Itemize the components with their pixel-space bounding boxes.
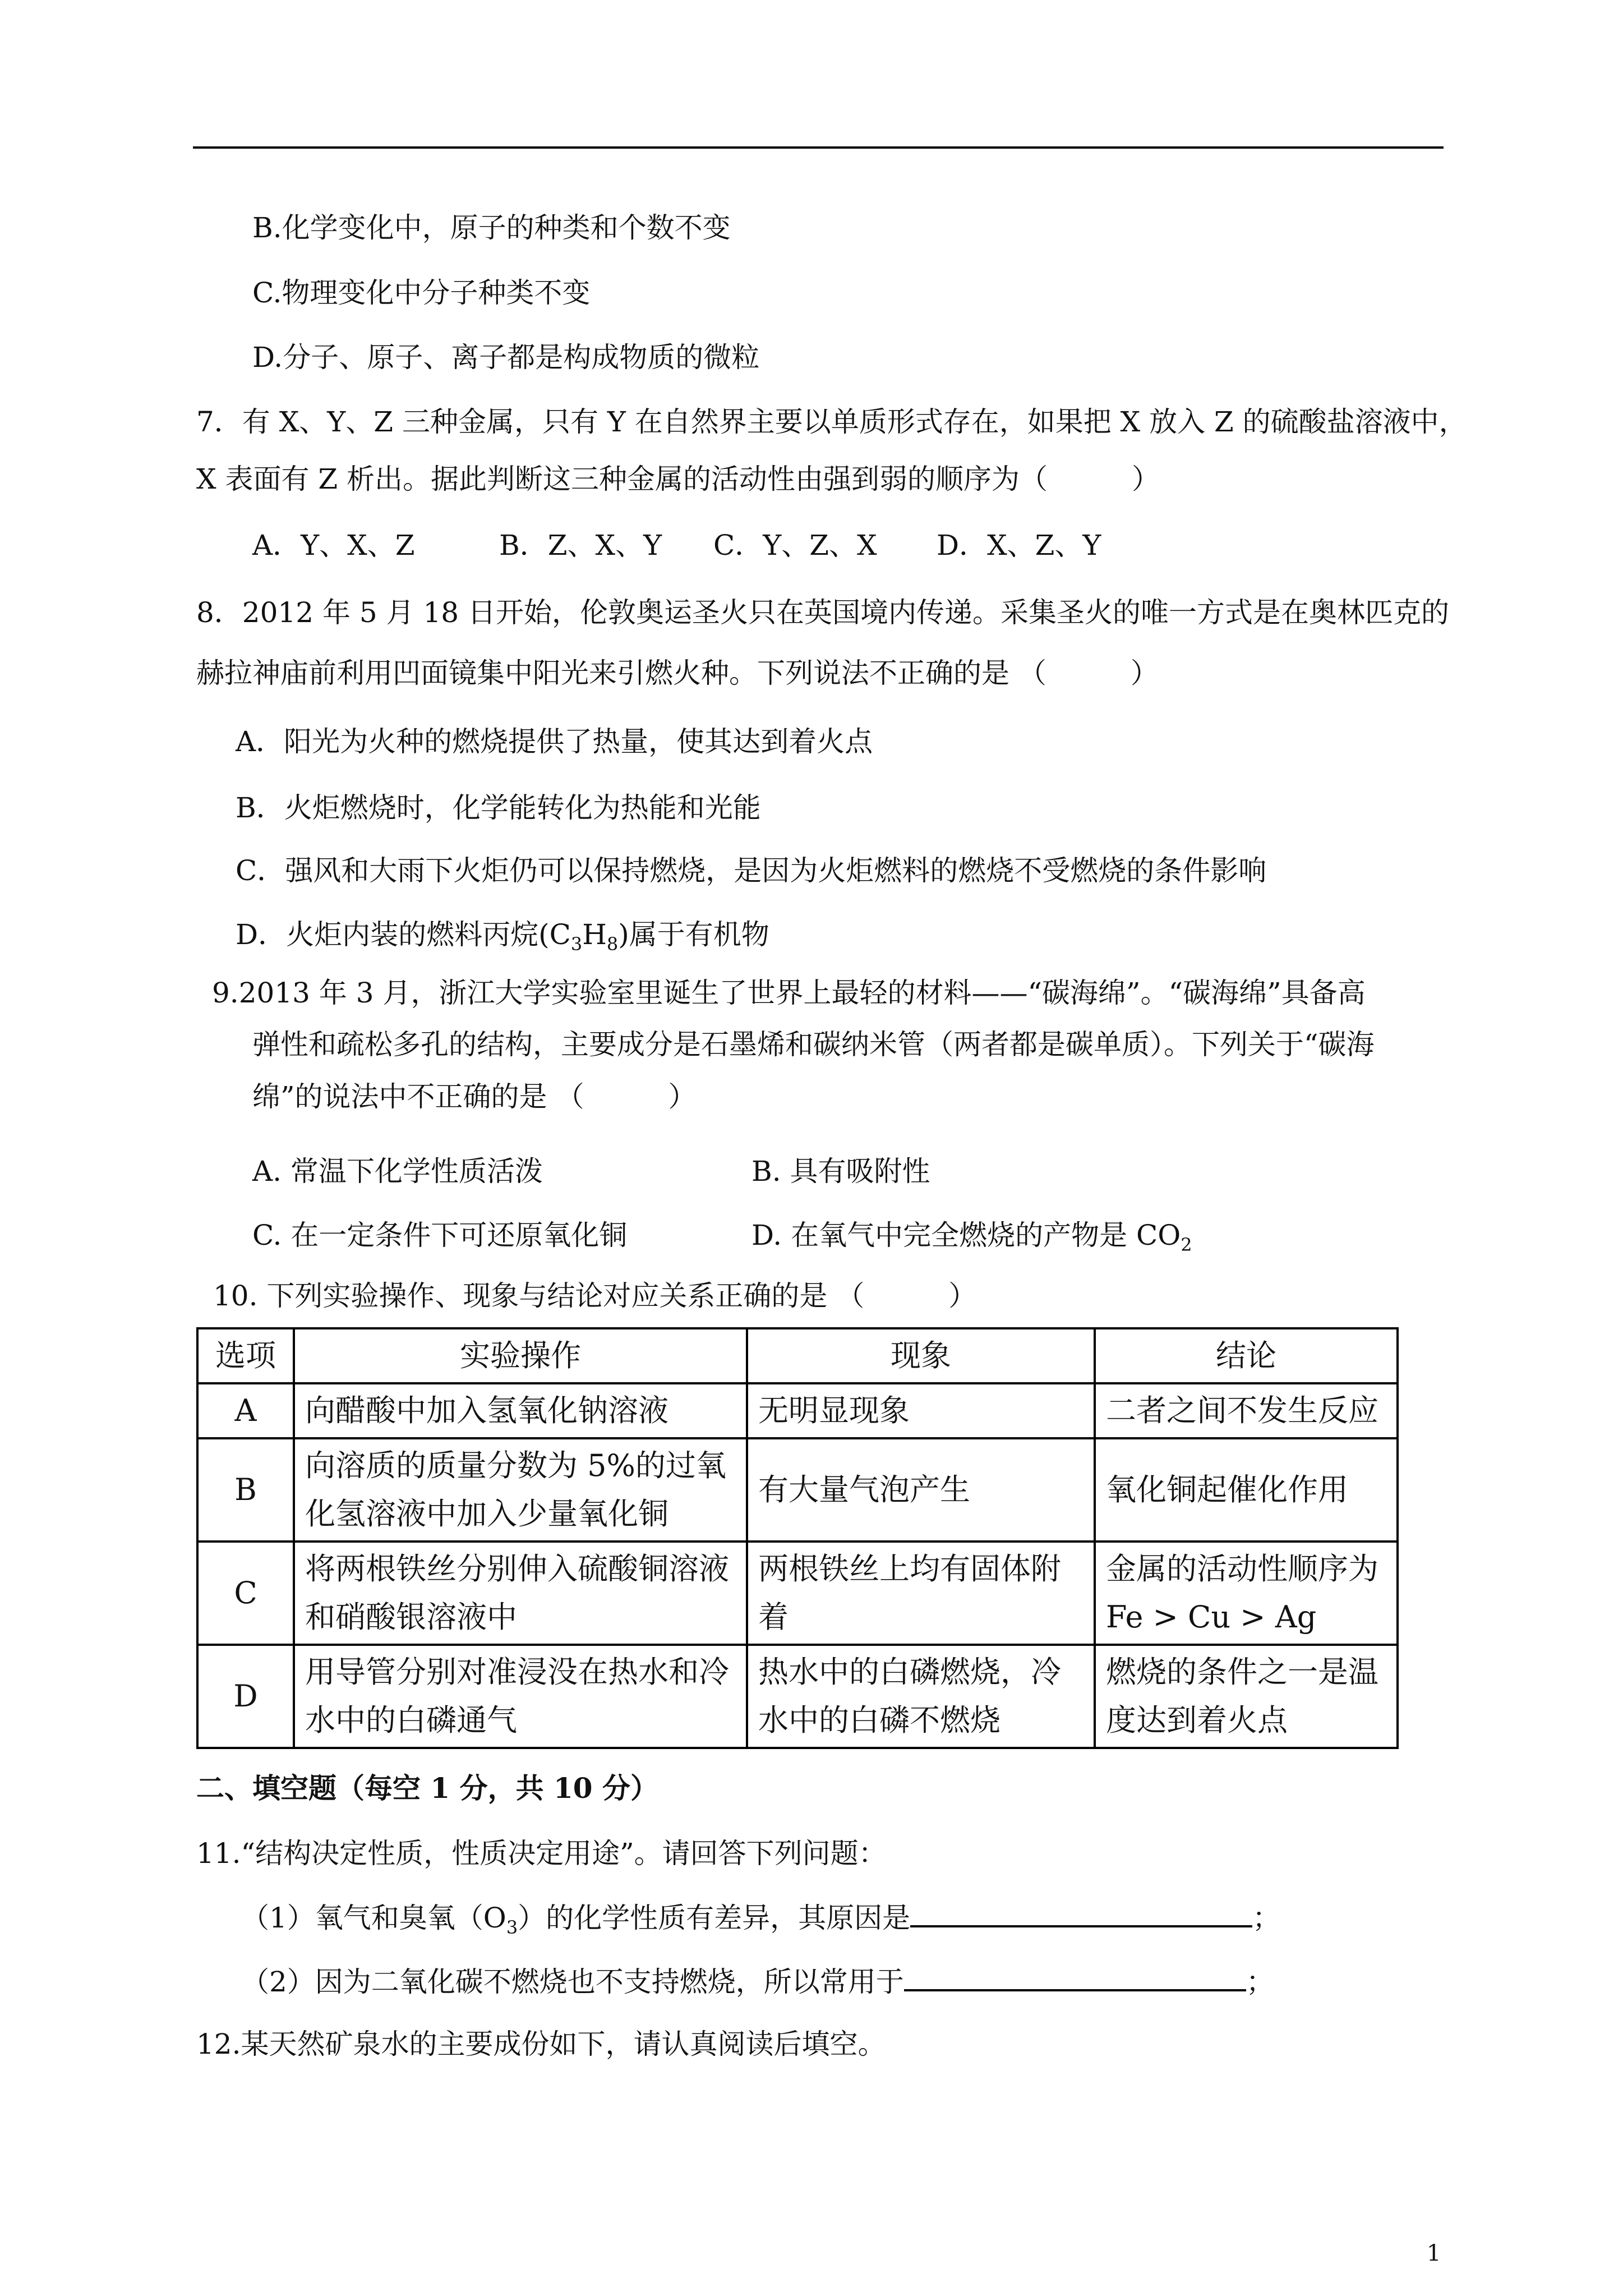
q7-stem-line1: 7．有 X、Y、Z 三种金属，只有 Y 在自然界主要以单质形式存在，如果把 X 放入 Z 的硫酸盐溶液中， <box>196 406 1467 438</box>
section-heading: 二、填空题（每空 1 分，共 10 分） <box>196 1772 658 1805</box>
row-conclusion: 燃烧的条件之一是温度达到着火点 <box>1095 1645 1398 1748</box>
table-row <box>197 1383 1398 1438</box>
q8-option-d: D．火炬内装的燃料丙烷$(C_3H_8)$属于有机物 <box>236 918 769 955</box>
row-phenomenon: 无明显现象 <box>747 1383 1095 1438</box>
answer-blank-1[interactable] <box>910 1899 1252 1927</box>
row-phenomenon: 有大量气泡产生 <box>747 1438 1095 1542</box>
answer-blank-2[interactable] <box>904 1963 1246 1991</box>
row-option: D <box>197 1645 294 1748</box>
row-conclusion: 二者之间不发生反应 <box>1095 1383 1398 1438</box>
row-conclusion: 氧化铜起催化作用 <box>1095 1438 1398 1542</box>
header-rule <box>193 146 1444 149</box>
q8-option-a: A．阳光为火种的燃烧提供了热量，使其达到着火点 <box>236 725 873 758</box>
row-operation: 用导管分别对准浸没在热水和冷水中的白磷通气 <box>294 1645 747 1748</box>
q7-option-d: D．X、Z、Y <box>937 529 1101 562</box>
q9-option-a: A. 常温下化学性质活泼 <box>252 1155 543 1188</box>
q8-option-c: C．强风和大雨下火炬仍可以保持燃烧，是因为火炬燃料的燃烧不受燃烧的条件影响 <box>236 854 1267 887</box>
q10-table <box>196 1327 1399 1749</box>
row-option: A <box>197 1383 294 1438</box>
q7-option-c: C．Y、Z、X <box>713 529 877 562</box>
row-operation: 向醋酸中加入氢氧化钠溶液 <box>294 1383 747 1438</box>
header-phenomenon: 现象 <box>747 1328 1095 1383</box>
q7-option-b: B．Z、X、Y <box>499 529 662 562</box>
row-operation: 向溶质的质量分数为 5%的过氧化氢溶液中加入少量氧化铜 <box>294 1438 747 1542</box>
header-operation: 实验操作 <box>294 1328 747 1383</box>
q9-stem-line1: 9.2013 年 3 月，浙江大学实验室里诞生了世界上最轻的材料——“碳海绵”。“碳海绵”具备高 <box>212 977 1366 1009</box>
page-number: 1 <box>1427 2240 1441 2266</box>
row-option: B <box>197 1438 294 1542</box>
header-conclusion: 结论 <box>1095 1328 1398 1383</box>
q7-option-a: A．Y、X、Z <box>252 529 415 562</box>
table-row <box>197 1542 1398 1645</box>
row-option: C <box>197 1542 294 1645</box>
q8-stem-line1: 8．2012 年 5 月 18 日开始，伦敦奥运圣火只在英国境内传递。采集圣火的唯一方式是在奥林匹克的 <box>196 596 1449 629</box>
row-phenomenon: 两根铁丝上均有固体附着 <box>747 1542 1095 1645</box>
q9-option-c: C. 在一定条件下可还原氧化铜 <box>252 1219 628 1251</box>
q12-stem: 12.某天然矿泉水的主要成份如下，请认真阅读后填空。 <box>196 2028 886 2060</box>
row-phenomenon: 热水中的白磷燃烧，冷水中的白磷不燃烧 <box>747 1645 1095 1748</box>
table-header-row <box>197 1328 1398 1383</box>
header-option: 选项 <box>197 1328 294 1383</box>
row-conclusion: 金属的活动性顺序为 Fe > Cu > Ag <box>1095 1542 1398 1645</box>
table-row <box>197 1645 1398 1748</box>
q9-option-b: B. 具有吸附性 <box>751 1155 930 1188</box>
q11-stem: 11.“结构决定性质，性质决定用途”。请回答下列问题： <box>196 1837 887 1870</box>
q10-stem: 10. 下列实验操作、现象与结论对应关系正确的是 （ ） <box>213 1280 977 1312</box>
q9-stem-line2: 弹性和疏松多孔的结构，主要成分是石墨烯和碳纳米管（两者都是碳单质）。下列关于“碳海 <box>252 1028 1375 1061</box>
q6-option-b: B.化学变化中，原子的种类和个数不变 <box>252 211 731 244</box>
q9-stem-line3: 绵”的说法中不正确的是 （ ） <box>252 1080 697 1113</box>
q11-part1: （1）氧气和臭氧$(O_3)$的化学性质有差异，其原因是 ； <box>241 1899 1280 1944</box>
q8-option-b: B．火炬燃烧时，化学能转化为热能和光能 <box>236 792 761 824</box>
q6-option-d: D.分子、原子、离子都是构成物质的微粒 <box>252 341 760 374</box>
table-row <box>197 1438 1398 1542</box>
q9-option-d: D. 在氧气中完全燃烧的产物是 $CO_2$ <box>751 1219 1192 1255</box>
q7-stem-line2: X 表面有 Z 析出。据此判断这三种金属的活动性由强到弱的顺序为（ ） <box>196 463 1160 495</box>
q6-option-c: C.物理变化中分子种类不变 <box>252 277 591 309</box>
q8-stem-line2: 赫拉神庙前利用凹面镜集中阳光来引燃火种。下列说法不正确的是 （ ） <box>196 657 1159 689</box>
q11-part2: （2）因为二氧化碳不燃烧也不支持燃烧，所以常用于 ； <box>241 1963 1274 1999</box>
row-operation: 将两根铁丝分别伸入硫酸铜溶液和硝酸银溶液中 <box>294 1542 747 1645</box>
